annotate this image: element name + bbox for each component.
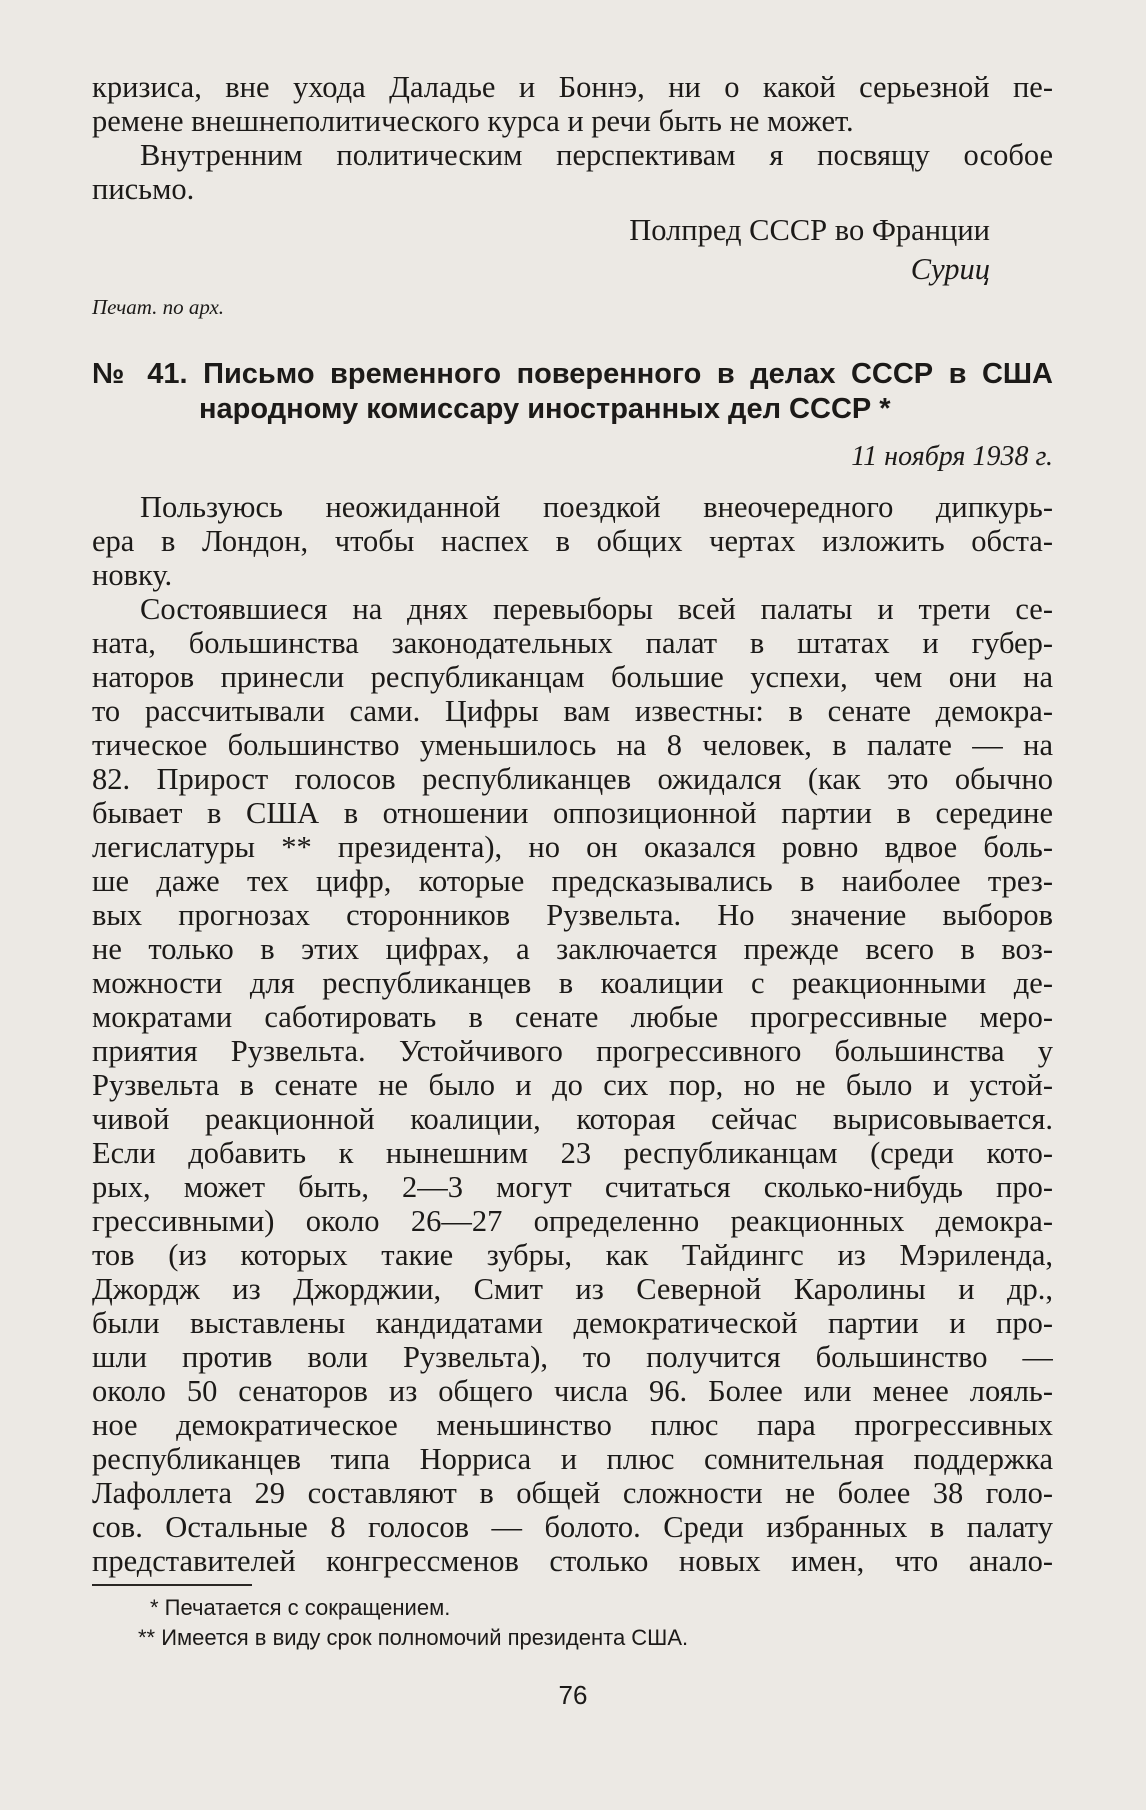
body-line: вых прогнозах сторонников Рузвельта. Но значение выборов xyxy=(92,898,1053,932)
body-line: Состоявшиеся на днях перевыборы всей палаты и трети се- xyxy=(140,592,1053,626)
body-line: сов. Остальные 8 голосов — болото. Среди избранных в палату xyxy=(92,1510,1053,1544)
body-line: республиканцев типа Норриса и плюс сомнительная поддержка xyxy=(92,1442,1053,1476)
body-line: тическое большинство уменьшилось на 8 человек, в палате — на xyxy=(92,728,1053,762)
body-line: ше даже тех цифр, которые предсказывались в наиболее трез- xyxy=(92,864,1053,898)
top-text-line-2: ремене внешнеполитического курса и речи быть не может. xyxy=(92,104,854,138)
source-note: Печат. по арх. xyxy=(92,295,225,319)
top-text-line-1: кризиса, вне ухода Даладье и Боннэ, ни о какой серьезной пе- xyxy=(92,70,1053,104)
signature-title: Полпред СССР во Франции xyxy=(629,213,990,247)
top-text-line-4: письмо. xyxy=(92,172,195,206)
body-line: легислатуры ** президента), но он оказался ровно вдвое боль- xyxy=(92,830,1053,864)
body-line: Джордж из Джорджии, Смит из Северной Каролины и др., xyxy=(92,1272,1053,1306)
body-line: около 50 сенаторов из общего числа 96. Более или менее лояль- xyxy=(92,1374,1053,1408)
body-line: Лафоллета 29 составляют в общей сложности не более 38 голо- xyxy=(92,1476,1053,1510)
document-heading-line-1: № 41. Письмо временного поверенного в делах СССР в США xyxy=(92,358,1053,390)
body-line: не только в этих цифрах, а заключается прежде всего в воз- xyxy=(92,932,1053,966)
body-line: новку. xyxy=(92,558,173,592)
body-line: чивой реакционной коалиции, которая сейчас вырисовывается. xyxy=(92,1102,1053,1136)
body-line: бывает в США в отношении оппозиционной партии в середине xyxy=(92,796,1053,830)
body-line: шли против воли Рузвельта), то получится большинство — xyxy=(92,1340,1053,1374)
document-heading-line-2: народному комиссару иностранных дел СССР * xyxy=(199,393,891,425)
body-line: тов (из которых такие зубры, как Тайдингс из Мэриленда, xyxy=(92,1238,1053,1272)
body-line: 82. Прирост голосов республиканцев ожидался (как это обычно xyxy=(92,762,1053,796)
page-number: 76 xyxy=(558,1680,588,1710)
body-line: Если добавить к нынешним 23 республиканцам (среди кото- xyxy=(92,1136,1053,1170)
body-line: представителей конгрессменов столько новых имен, что анало- xyxy=(92,1544,1053,1578)
body-line: рых, может быть, 2—3 могут считаться сколько-нибудь про- xyxy=(92,1170,1053,1204)
body-line: можности для республиканцев в коалиции с реакционными де- xyxy=(92,966,1053,1000)
body-line: грессивными) около 26—27 определенно реакционных демокра- xyxy=(92,1204,1053,1238)
body-line: Рузвельта в сенате не было и до сих пор, но не было и устой- xyxy=(92,1068,1053,1102)
body-line: наторов принесли республиканцам большие успехи, чем они на xyxy=(92,660,1053,694)
body-line: были выставлены кандидатами демократической партии и про- xyxy=(92,1306,1053,1340)
footnote-divider xyxy=(92,1584,252,1586)
footnote-1: * Печатается с сокращением. xyxy=(150,1595,451,1620)
body-line: Пользуюсь неожиданной поездкой внеочередного дипкурь- xyxy=(140,490,1053,524)
body-line: мократами саботировать в сенате любые прогрессивные меро- xyxy=(92,1000,1053,1034)
footnote-2: ** Имеется в виду срок полномочий президента США. xyxy=(138,1625,689,1650)
body-line: то рассчитывали сами. Цифры вам известны: в сенате демокра- xyxy=(92,694,1053,728)
body-line: ера в Лондон, чтобы наспех в общих чертах изложить обста- xyxy=(92,524,1053,558)
document-date: 11 ноября 1938 г. xyxy=(851,441,1053,472)
top-text-line-3: Внутренним политическим перспективам я посвящу особое xyxy=(140,138,1053,172)
body-line: ната, большинства законодательных палат в штатах и губер- xyxy=(92,626,1053,660)
body-line: приятия Рузвельта. Устойчивого прогрессивного большинства у xyxy=(92,1034,1053,1068)
body-line: ное демократическое меньшинство плюс пара прогрессивных xyxy=(92,1408,1053,1442)
signature-name: Суриц xyxy=(910,252,990,286)
